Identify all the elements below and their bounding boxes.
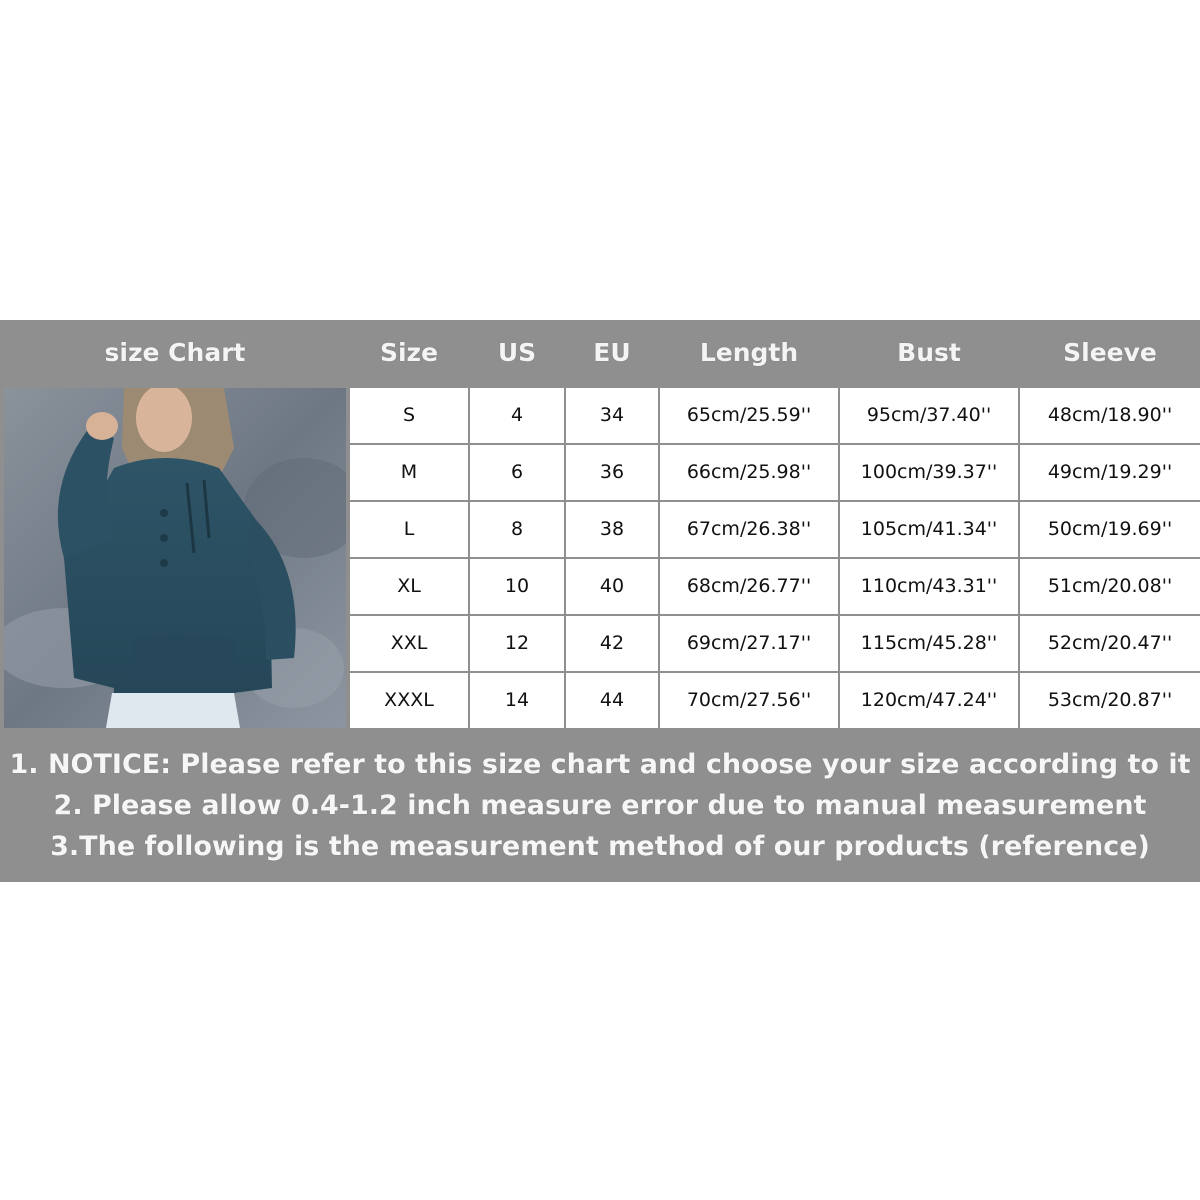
chart-title: size Chart	[104, 338, 246, 367]
size-table	[347, 388, 1200, 728]
table-row	[347, 388, 1200, 443]
cell-sleeve: 48cm/18.90''	[1020, 388, 1200, 443]
cell-eu: 40	[566, 559, 658, 614]
cell-size: M	[350, 445, 468, 500]
cell-us: 8	[470, 502, 564, 557]
cell-us: 4	[470, 388, 564, 443]
cell-length: 68cm/26.77''	[660, 559, 838, 614]
cell-eu: 44	[566, 673, 658, 728]
notice-line-1: 1. NOTICE: Please refer to this size chart and choose your size according to it	[9, 749, 1191, 780]
cell-bust: 120cm/47.24''	[840, 673, 1018, 728]
model-photo	[4, 388, 346, 728]
notice-line-2: 2. Please allow 0.4-1.2 inch measure error due to manual measurement	[53, 790, 1147, 821]
cell-length: 69cm/27.17''	[660, 616, 838, 671]
cell-us: 14	[470, 673, 564, 728]
size-chart	[0, 320, 1200, 882]
cell-size: XL	[350, 559, 468, 614]
cell-eu: 36	[566, 445, 658, 500]
cell-sleeve: 52cm/20.47''	[1020, 616, 1200, 671]
cell-bust: 115cm/45.28''	[840, 616, 1018, 671]
cell-size: XXL	[350, 616, 468, 671]
table-row	[347, 673, 1200, 728]
col-header-eu: EU	[593, 338, 631, 367]
cell-us: 12	[470, 616, 564, 671]
cell-bust: 110cm/43.31''	[840, 559, 1018, 614]
cell-us: 10	[470, 559, 564, 614]
notice-block	[0, 744, 1200, 867]
cell-size: S	[350, 388, 468, 443]
cell-bust: 100cm/39.37''	[840, 445, 1018, 500]
col-header-size: Size	[379, 338, 439, 367]
cell-size: L	[350, 502, 468, 557]
cell-sleeve: 49cm/19.29''	[1020, 445, 1200, 500]
chart-header-row	[0, 320, 1200, 386]
cell-sleeve: 53cm/20.87''	[1020, 673, 1200, 728]
cell-length: 65cm/25.59''	[660, 388, 838, 443]
cell-eu: 34	[566, 388, 658, 443]
table-row	[347, 502, 1200, 557]
cell-length: 66cm/25.98''	[660, 445, 838, 500]
cell-eu: 38	[566, 502, 658, 557]
cell-eu: 42	[566, 616, 658, 671]
cell-length: 70cm/27.56''	[660, 673, 838, 728]
table-row	[347, 445, 1200, 500]
col-header-length: Length	[699, 338, 799, 367]
notice-line-3: 3.The following is the measurement method of our products (reference)	[50, 831, 1150, 862]
cell-bust: 105cm/41.34''	[840, 502, 1018, 557]
col-header-sleeve: Sleeve	[1063, 338, 1157, 367]
cell-sleeve: 50cm/19.69''	[1020, 502, 1200, 557]
cell-sleeve: 51cm/20.08''	[1020, 559, 1200, 614]
cell-size: XXXL	[350, 673, 468, 728]
hoodie-model-image	[4, 388, 346, 728]
col-header-us: US	[497, 338, 537, 367]
cell-bust: 95cm/37.40''	[840, 388, 1018, 443]
table-row	[347, 616, 1200, 671]
table-row	[347, 559, 1200, 614]
col-header-bust: Bust	[897, 338, 961, 367]
cell-us: 6	[470, 445, 564, 500]
cell-length: 67cm/26.38''	[660, 502, 838, 557]
